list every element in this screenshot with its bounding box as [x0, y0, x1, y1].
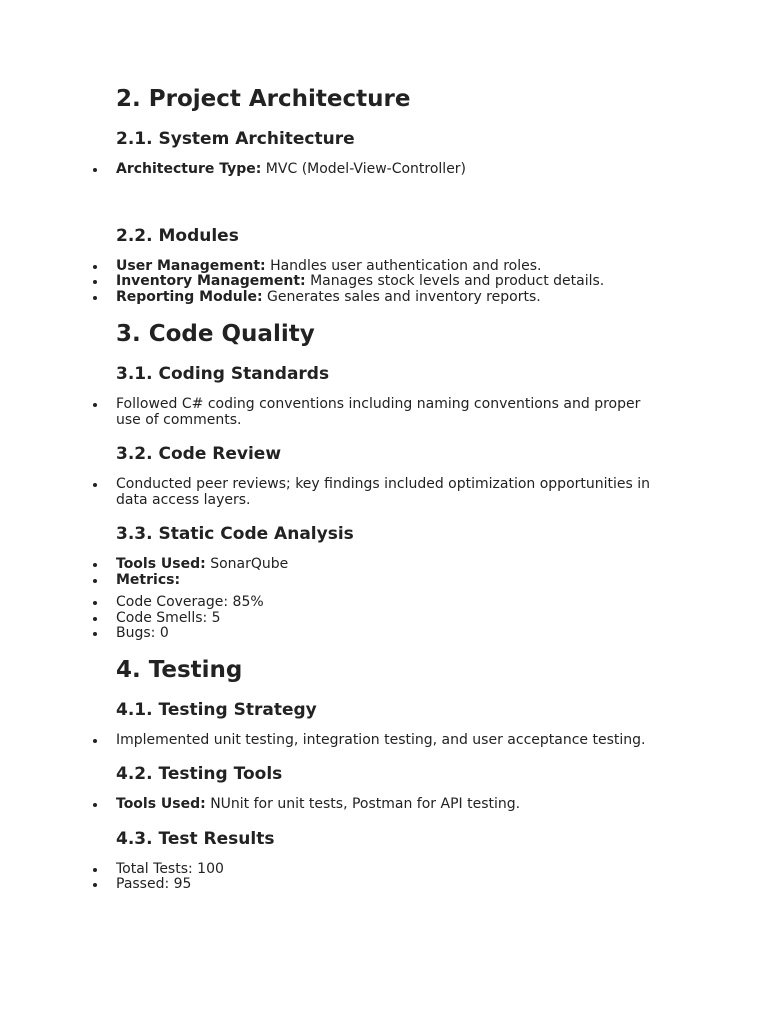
- subsection-heading-static-code-analysis: 3.3. Static Code Analysis: [116, 524, 354, 544]
- list-item: Bugs: 0: [116, 626, 661, 642]
- item-text: SonarQube: [205, 556, 289, 572]
- section-heading-project-architecture: 2. Project Architecture: [116, 86, 411, 112]
- subsection-heading-modules: 2.2. Modules: [116, 225, 239, 246]
- testing-strategy-list: [116, 733, 661, 749]
- item-label: User Management:: [116, 257, 266, 274]
- list-item: Conducted peer reviews; key findings included optimization opportunities in data access layers.: [116, 477, 661, 508]
- item-label: Metrics:: [116, 571, 181, 588]
- item-label: Tools Used:: [116, 556, 206, 572]
- subsection-heading-testing-tools: 4.2. Testing Tools: [116, 764, 283, 784]
- subsection-heading-test-results: 4.3. Test Results: [116, 828, 275, 849]
- system-architecture-list: [116, 162, 661, 178]
- list-item: Followed C# coding conventions including naming conventions and proper use of comments.: [116, 397, 661, 428]
- item-text: MVC (Model-View-Controller): [261, 161, 467, 177]
- list-item: [116, 274, 661, 290]
- item-text: Handles user authentication and roles.: [265, 257, 542, 274]
- list-item: Code Smells: 5: [116, 611, 661, 627]
- item-text: Generates sales and inventory reports.: [262, 288, 541, 305]
- list-item: [116, 259, 661, 275]
- subsection-heading-testing-strategy: 4.1. Testing Strategy: [116, 699, 317, 720]
- item-label: Inventory Management:: [116, 273, 306, 289]
- section-heading-code-quality: 3. Code Quality: [116, 321, 315, 347]
- document-page: [116, 84, 661, 893]
- list-item: Passed: 95: [116, 877, 661, 893]
- coding-standards-list: [116, 397, 661, 428]
- test-results-list: [116, 862, 661, 893]
- list-item: [116, 557, 661, 573]
- item-text: Manages stock levels and product details.: [305, 273, 605, 289]
- list-item: Total Tests: 100: [116, 862, 661, 878]
- list-item: [116, 797, 661, 813]
- list-item: [116, 290, 661, 306]
- item-label: Reporting Module:: [116, 288, 263, 305]
- item-text: NUnit for unit tests, Postman for API testing.: [205, 796, 521, 812]
- section-heading-testing: 4. Testing: [116, 656, 243, 683]
- modules-list: [116, 259, 661, 306]
- list-item: Code Coverage: 85%: [116, 595, 661, 611]
- list-item: [116, 162, 661, 178]
- code-review-list: [116, 477, 661, 508]
- testing-tools-list: [116, 797, 661, 813]
- subsection-heading-coding-standards: 3.1. Coding Standards: [116, 364, 330, 384]
- static-analysis-list: [116, 557, 661, 588]
- list-item: [116, 573, 661, 589]
- item-label: Architecture Type:: [116, 161, 262, 177]
- subsection-heading-system-architecture: 2.1. System Architecture: [116, 129, 355, 149]
- list-item: Implemented unit testing, integration testing, and user acceptance testing.: [116, 733, 661, 749]
- subsection-heading-code-review: 3.2. Code Review: [116, 444, 282, 464]
- metrics-list: [116, 595, 661, 642]
- item-label: Tools Used:: [116, 796, 206, 812]
